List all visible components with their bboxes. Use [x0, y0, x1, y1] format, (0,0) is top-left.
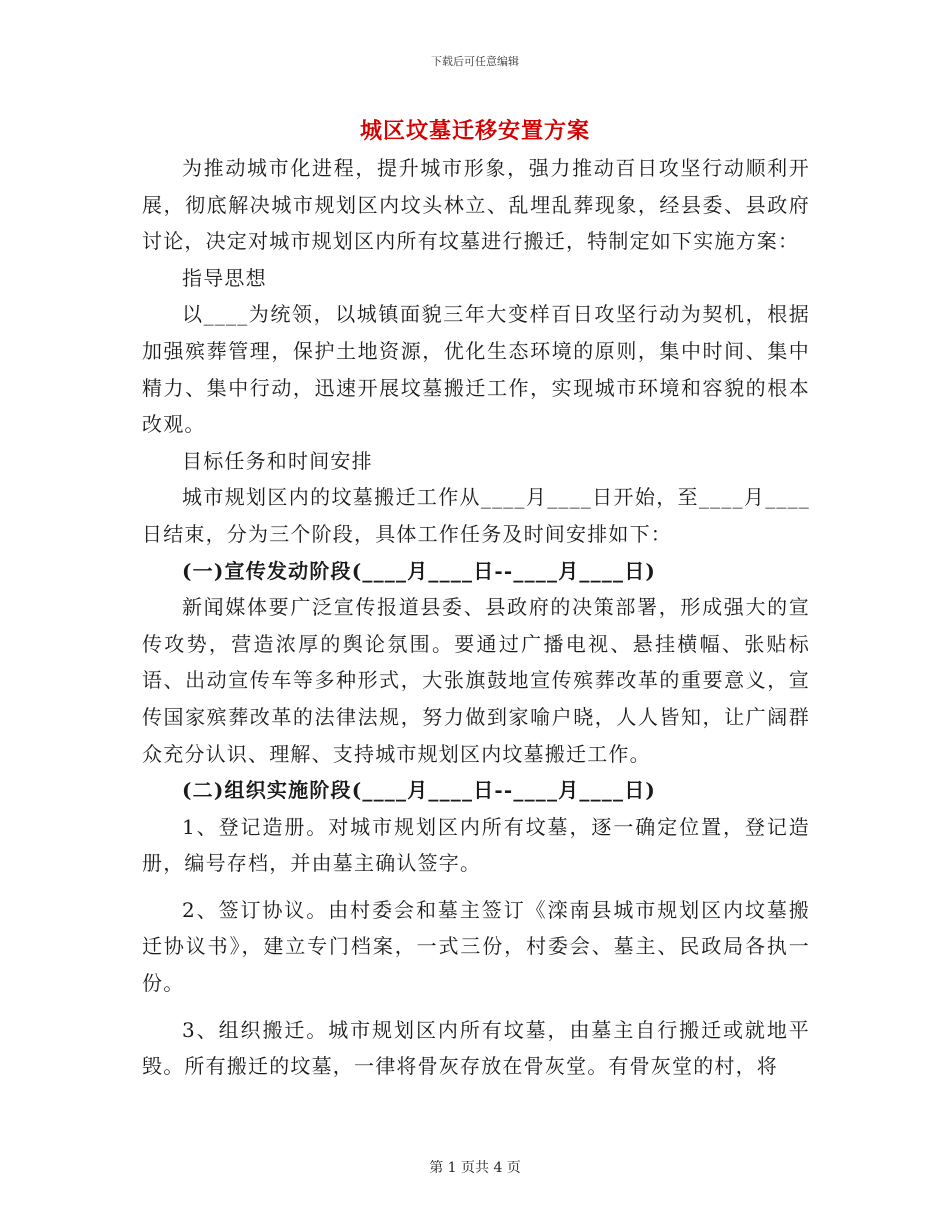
step-three-paragraph: 3、组织搬迁。城市规划区内所有坟墓，由墓主自行搬迁或就地平毁。所有搬迁的坟墓，一律将骨灰存放在骨灰堂。有骨灰堂的村，将: [142, 1017, 810, 1079]
section-heading-tasks-schedule: 目标任务和时间安排: [182, 448, 373, 473]
phase-one-paragraph: 新闻媒体要广泛宣传报道县委、县政府的决策部署，形成强大的宣传攻势，营造浓厚的舆论氛围。要通过广播电视、悬挂横幅、张贴标语、出动宣传车等多种形式，大张旗鼓地宣传殡葬改革的重要意义，宣传国家殡葬改革的法律法规，努力做到家喻户晓，人人皆知，让广阔群众充分认识、理解、支持城市规划区内坟墓搬迁工作。: [142, 595, 810, 766]
document-body: [142, 150, 810, 1085]
page-number-footer: 第 1 页共 4 页: [429, 1160, 521, 1176]
intro-paragraph: 为推动城市化进程，提升城市形象，强力推动百日攻坚行动顺利开展，彻底解决城市规划区内坟头林立、乱埋乱葬现象，经县委、县政府讨论，决定对城市规划区内所有坟墓进行搬迁，特制定如下实施方案：: [142, 156, 810, 254]
step-one-paragraph: 1、登记造册。对城市规划区内所有坟墓，逐一确定位置，登记造册，编号存档，并由墓主确认签字。: [142, 814, 810, 876]
schedule-paragraph: 城市规划区内的坟墓搬迁工作从____月____日开始，至____月____日结束，分为三个阶段，具体工作任务及时间安排如下：: [142, 485, 810, 546]
phase-two-heading: (二)组织实施阶段(____月____日--____月____日): [182, 778, 657, 803]
document-title: 城区坟墓迁移安置方案: [359, 118, 590, 144]
section-heading-guiding-thought: 指导思想: [182, 265, 267, 290]
phase-one-heading: (一)宣传发动阶段(____月____日--____月____日): [182, 558, 657, 583]
guiding-thought-paragraph: 以____为统领，以城镇面貌三年大变样百日攻坚行动为契机，根据加强殡葬管理，保护土地资源，优化生态环境的原则，集中时间、集中精力、集中行动，迅速开展坟墓搬迁工作，实现城市环境和容貌的根本改观。: [142, 302, 810, 437]
step-two-paragraph: 2、签订协议。由村委会和墓主签订《滦南县城市规划区内坟墓搬迁协议书》，建立专门档案，一式三份，村委会、墓主、民政局各执一份。: [142, 897, 810, 996]
page-header-note: 下载后可任意编辑: [431, 55, 519, 68]
